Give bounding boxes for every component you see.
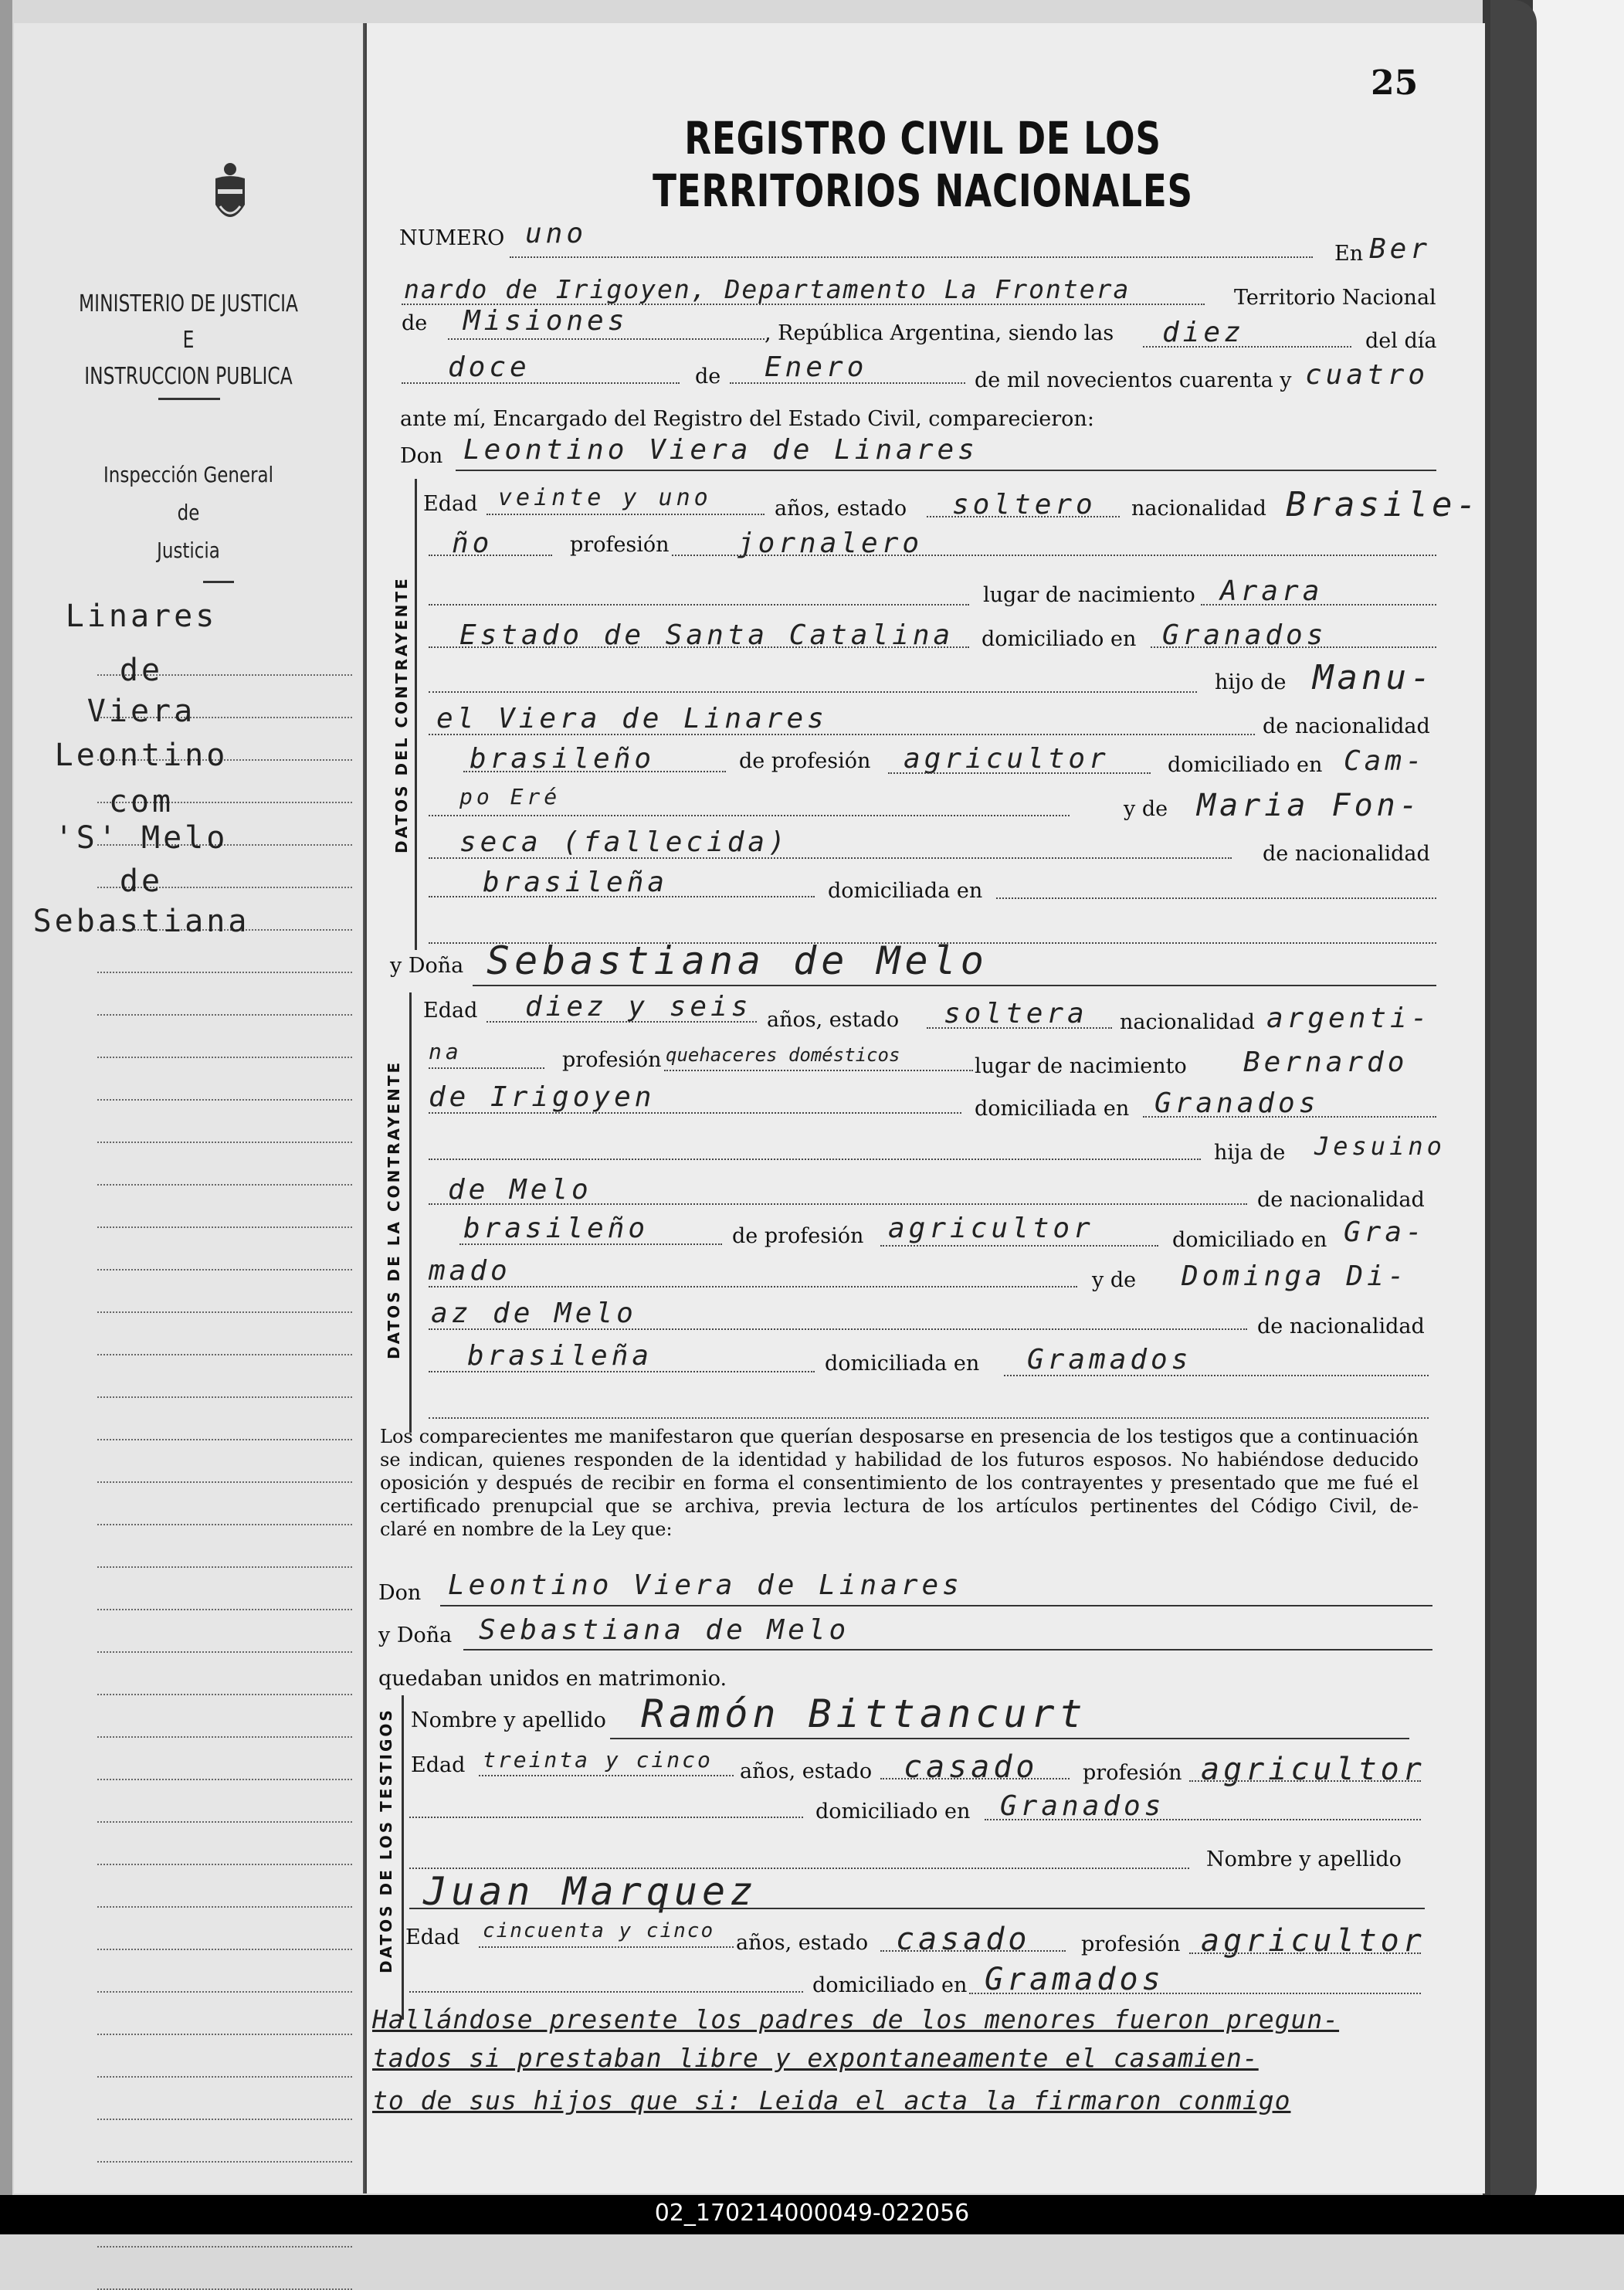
declaration-line-1: Los comparecientes me manifestaron que querían desposarse en presencia de los testigos que a continuación [380,1426,1419,1447]
w2-anios-estado-label: años, estado [736,1931,869,1955]
groom-nacionalidad-cont: ño [452,528,493,559]
ministry-line-3: INSTRUCCION PUBLICA [84,363,293,390]
groom-padre: Manu- [1313,658,1435,697]
groom-lugar: Arara [1220,575,1324,607]
note-line-2: tados si prestaban libre y expontaneamente el casamien- [372,2043,1259,2073]
binding-left [0,0,12,2209]
declaration-line-3: oposición y después de recibir en forma el consentimiento de los contrayentes y presentado que me fué el [380,1472,1419,1494]
bride-domicilio: Granados [1154,1087,1320,1119]
w2-nombre-label: Nombre y apellido [1206,1847,1402,1871]
groom-nacionalidad: Brasile- [1286,485,1480,524]
footer-id: 02_170214000049-022056 [654,2200,970,2227]
stub-name-line-6: 'S' Melo [54,820,229,856]
w1-dom: Granados [1000,1790,1165,1822]
de-label-2: de [695,365,721,388]
bride-madre-nac: brasileña [467,1340,653,1372]
w2-edad: cincuenta y cinco [483,1919,715,1942]
w1-prof: agricultor [1201,1752,1426,1787]
groom-don-label: Don [400,444,443,468]
groom-madre: Maria Fon- [1197,788,1422,823]
w2-name: Juan Marquez [423,1869,758,1914]
territorio-value: Misiones [463,305,629,337]
bride-profesion-label: profesión [562,1048,662,1072]
bride-padre: Jesuino [1314,1131,1446,1161]
w1-profesion-label: profesión [1083,1761,1182,1785]
w2-prof: agricultor [1201,1923,1426,1959]
divider [203,581,234,583]
anio-label: de mil novecientos cuarenta y [975,368,1292,392]
groom-nacionalidad-label: nacionalidad [1131,497,1266,521]
groom-madre-nac-label: de nacionalidad [1263,842,1430,866]
groom-padre-nac: brasileño [470,743,656,775]
bride-edad: diez y seis [525,991,752,1023]
hora-value: diez [1162,317,1245,348]
decl-don-label: Don [378,1581,422,1605]
en-label: En [1334,242,1364,266]
bride-padre-nac: brasileño [463,1213,649,1244]
stub-name-line-4: Leontino [54,738,229,773]
w2-estado: casado [896,1922,1031,1957]
groom-domicilio: Granados [1162,619,1327,651]
mes-value: Enero [765,351,868,383]
bride-hija-label: hija de [1214,1141,1286,1165]
groom-lugar-label: lugar de nacimiento [983,583,1195,607]
bride-estado: soltera [944,998,1088,1030]
groom-padre-prof: agricultor [904,743,1110,775]
bride-lugar-cont: de Irigoyen [429,1081,656,1113]
numero-label: NUMERO [399,226,505,250]
w1-nombre-label: Nombre y apellido [411,1708,606,1732]
bride-nacionalidad: argenti- [1266,1003,1432,1034]
note-line-3: to de sus hijos que si: Leida el acta la firmaron conmigo [372,2085,1291,2115]
groom-hijo-label: hijo de [1215,670,1287,694]
groom-padre-dom-label: domiciliado en [1168,753,1323,777]
bride-padre-dom: Gra- [1344,1216,1426,1248]
w1-anios-estado-label: años, estado [740,1759,873,1783]
groom-padre-prof-label: de profesión [739,749,871,773]
bride-anios-estado-label: años, estado [767,1008,900,1032]
stub-name-line-1: Linares [65,599,218,634]
stub-name-line-3: Viera [86,694,196,729]
republica-label: , República Argentina, siendo las [765,321,1114,345]
groom-madre-nac: brasileña [483,867,669,898]
bride-madre-dom: Gramados [1027,1344,1192,1376]
bride-dona-label: y Doña [390,954,464,978]
declaration-line-4: certificado prenupcial que se archiva, previa lectura de los artículos pertinentes del Código Civil, de- [380,1495,1419,1517]
bride-side-label: DATOS DE LA CONTRAYENTE [385,1060,403,1359]
bride-edad-label: Edad [423,999,478,1023]
groom-estado: soltero [952,489,1097,521]
decl-don-name: Leontino Viera de Linares [448,1569,963,1601]
groom-edad-label: Edad [423,492,478,516]
groom-madre-dom-label: domiciliada en [828,879,983,903]
bride-y-de-label: y de [1092,1268,1137,1292]
bride-madre: Dominga Di- [1182,1260,1409,1292]
stub-name-line-2: de [119,653,164,688]
groom-y-de-label: y de [1124,797,1168,821]
bride-madre-cont: az de Melo [431,1298,637,1329]
dia-value: doce [448,351,531,383]
book-spine [1490,0,1537,2209]
groom-side-label: DATOS DEL CONTRAYENTE [392,576,411,853]
ministry-line-2: E [182,327,195,354]
divider [158,398,220,400]
w1-estado: casado [904,1749,1039,1785]
stub-name-line-7: de [119,863,164,899]
page-title: REGISTRO CIVIL DE LOS TERRITORIOS NACIONALES [653,112,1193,217]
declaration-line-5: claré en nombre de la Ley que: [380,1518,673,1540]
decl-unidos: quedaban unidos en matrimonio. [378,1667,727,1691]
bride-padre-cont: de Melo [448,1174,592,1206]
inspection-line-1: Inspección General [103,462,273,487]
scan-margin [1533,0,1624,2209]
bride-padre-dom-cont: mado [429,1255,511,1287]
declaration-paragraph [380,1425,1419,1541]
groom-anios-estado-label: años, estado [775,497,907,521]
groom-edad: veinte y uno [498,484,712,511]
w1-edad-label: Edad [411,1753,466,1777]
inspection-line-2: de [177,500,200,525]
en-value: Ber [1369,233,1432,265]
territorio-label: Territorio Nacional [1234,286,1436,310]
numero-value: uno [525,218,588,249]
decl-dona-label: y Doña [378,1623,453,1647]
coat-of-arms-icon [211,158,249,232]
groom-padre-cont: el Viera de Linares [436,703,828,734]
note-line-1: Hallándose presente los padres de los menores fueron pregun- [372,2004,1340,2034]
groom-padre-nac-label: de nacionalidad [1263,714,1430,738]
bride-nacionalidad-cont: na [429,1039,463,1064]
groom-brace [415,479,417,950]
w1-name: Ramón Bittancurt [641,1691,1087,1736]
w2-domiciliado-label: domiciliado en [812,1973,968,1997]
groom-name: Leontino Viera de Linares [463,434,978,466]
bride-padre-nac-label: de nacionalidad [1257,1188,1425,1212]
bride-domiciliada-label: domiciliada en [975,1097,1130,1121]
bride-padre-prof-label: de profesión [732,1224,864,1248]
groom-padre-dom-cont: po Eré [459,784,561,809]
declaration-line-2: se indican, quienes responden de la identidad y habilidad de los futuros esposos. No habiéndose deducido [380,1449,1419,1471]
stub-name-line-5: com [108,784,175,819]
bride-profesion: quehaceres domésticos [666,1044,900,1066]
bride-lugar: Bernardo [1243,1047,1409,1078]
bride-nacionalidad-label: nacionalidad [1120,1010,1255,1034]
witness-brace [402,1695,404,2020]
bride-madre-nac-label: de nacionalidad [1257,1315,1425,1338]
decl-dona-name: Sebastiana de Melo [479,1614,850,1646]
w2-dom: Gramados [985,1962,1165,1997]
groom-domiciliado-label: domiciliado en [982,627,1137,651]
witness-side-label: DATOS DE LOS TESTIGOS [377,1708,395,1973]
bride-padre-prof: agricultor [888,1213,1094,1244]
ministry-line-1: MINISTERIO DE JUSTICIA [78,290,299,317]
groom-madre-cont: seca (fallecida) [459,826,789,858]
bride-name: Sebastiana de Melo [487,938,988,983]
w1-edad: treinta y cinco [483,1747,713,1773]
register-stub [14,23,365,2193]
ministry-header [53,286,325,395]
groom-profesion-label: profesión [570,533,670,557]
groom-profesion: jornalero [737,528,924,559]
page-number: 25 [1371,63,1419,103]
inspection-header [46,456,332,569]
groom-padre-dom: Cam- [1344,745,1426,777]
w2-profesion-label: profesión [1081,1932,1181,1956]
bride-brace [409,992,412,1433]
w1-domiciliado-label: domiciliado en [815,1800,971,1824]
bride-padre-dom-label: domiciliado en [1172,1228,1327,1252]
bride-lugar-label: lugar de nacimiento [975,1054,1187,1078]
anio-value: cuatro [1305,359,1429,391]
de-label: de [402,311,428,335]
groom-lugar-cont: Estado de Santa Catalina [459,619,954,651]
w2-edad-label: Edad [405,1925,460,1949]
place-value: nardo de Irigoyen, Departamento La Frontera [404,274,1131,304]
ante-mi-text: ante mí, Encargado del Registro del Estado Civil, comparecieron: [400,407,1094,431]
del-dia-label: del día [1365,329,1437,353]
bride-madre-dom-label: domiciliada en [825,1352,980,1376]
inspection-line-3: Justicia [157,538,220,563]
stub-name-line-8: Sebastiana [32,904,250,939]
